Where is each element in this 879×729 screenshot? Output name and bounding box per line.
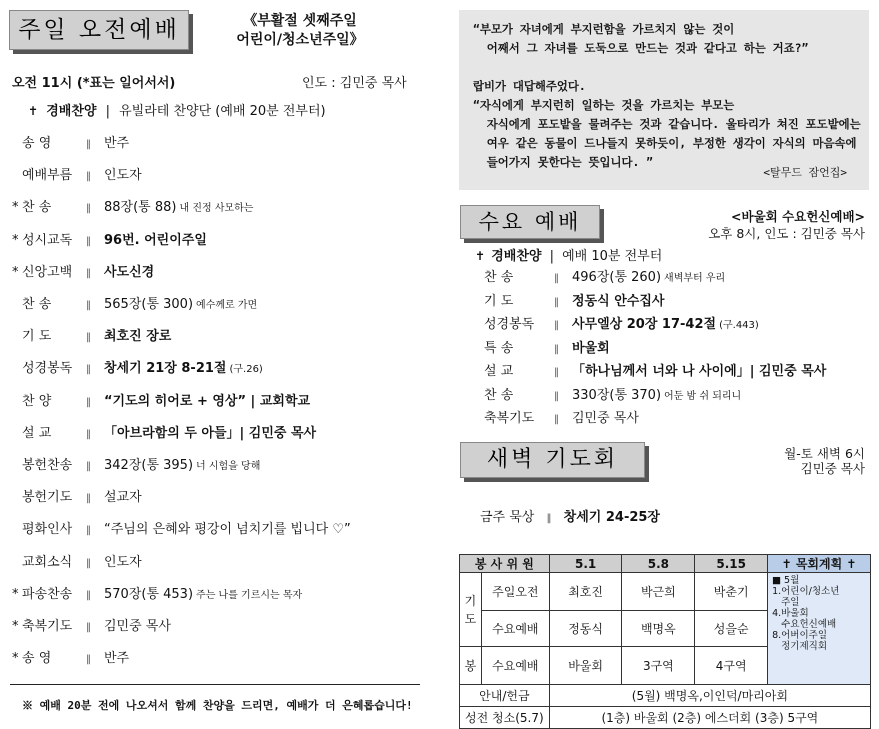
sunday-service-subtitle [210,12,390,50]
order-value: 반주 [104,651,130,667]
order-label: 송 영 [22,136,52,151]
order-value: “주님의 은혜와 평강이 넘치기를 빕니다 ♡” [104,522,351,538]
table-cell: 박춘기 [695,573,768,611]
order-value: 342장(통 395) [104,458,194,473]
separator: ‖ [86,139,91,150]
table-row-label: 주일오전 [481,573,549,611]
order-value: 창세기 21장 8-21절 [104,361,227,377]
sunday-order-item [12,585,302,605]
separator: ‖ [554,296,559,308]
pastoral-plan-line: 정기제직회 [772,641,828,652]
guide-value: (5월) 백명옥,이인덕/마리아회 [549,685,870,707]
separator: ‖ [86,235,91,247]
cross-icon: ✝ [28,104,39,118]
order-value: 사무엘상 20장 17-42절 [572,317,717,332]
separator: | [549,249,554,264]
table-cell: 최호진 [549,573,622,611]
table-header-committee: 봉 사 위 원 [460,555,550,573]
order-value: 496장(통 260) [572,270,662,285]
order-value: 최호진 장로 [104,329,172,345]
separator: ‖ [86,364,91,376]
wednesday-order-item [484,339,613,359]
pastoral-plan-line: ■ 5월 [772,575,800,586]
order-value: 인도자 [104,168,142,184]
standing-mark: * [12,586,19,602]
order-label: 설 교 [22,425,52,441]
order-label: 봉헌찬송 [22,458,73,473]
order-value: 사도신경 [104,264,155,280]
order-label: 기 도 [22,329,52,345]
sunday-order-item [12,295,257,315]
sunday-leader: 인도 : 김민중 목사 [302,76,407,91]
sunday-praise-row [28,101,326,121]
order-value: 570장(통 453) [104,586,194,602]
wednesday-order-item [484,292,667,312]
hymn-title-note: 예수께로 가면 [196,300,258,311]
quote-line: 랍비가 대답해주었다. [473,79,586,93]
dawn-meditation-row [480,508,660,528]
order-value: 바울회 [572,340,610,356]
hymn-title-note: 새벽부터 우리 [664,273,726,284]
quote-lines [473,20,859,172]
separator: ‖ [86,525,91,537]
table-cell: 박근희 [622,573,695,611]
order-label: 찬 송 [484,270,514,285]
praise-value: 유빌라테 찬양단 (예배 20분 전부터) [119,104,326,119]
table-row-label: 수요예배 [481,647,549,685]
order-label: 찬 송 [22,200,52,216]
wednesday-time-leader: 오후 8시, 인도 : 김민중 목사 [708,226,865,241]
sunday-time: 오전 11시 (*표는 일어서서) [12,76,176,91]
table-row-label: 수요예배 [481,611,549,647]
table-cell: 성을순 [695,611,768,647]
group-offering-label: 봉 [460,647,482,685]
footer-note: ※ 예배 20분 전에 나오셔서 함께 찬양을 드리면, 예배가 더 은혜롭습니다! [22,699,413,712]
separator: | [105,104,110,119]
order-value: 반주 [104,136,130,151]
sunday-order-item [12,134,132,154]
separator: ‖ [554,320,559,331]
sunday-order-item [12,520,354,540]
hymn-title-note: 주는 나를 기르시는 목자 [196,589,303,601]
dawn-info-line-2: 김민중 목사 [800,461,865,476]
order-label: 특 송 [484,340,514,356]
separator: ‖ [86,428,91,440]
meditation-label: 금주 묵상 [480,510,535,525]
dawn-info [784,446,865,476]
separator: ‖ [554,273,559,284]
order-value: 88장(통 88) [104,200,177,216]
subtitle-line-2: 어린이/청소년주일》 [236,32,364,48]
quote-line: “부모가 자녀에게 부지런함을 가르치지 않는 것이 [473,22,735,36]
footer-divider [10,684,420,685]
table-header-date-3: 5.15 [695,555,768,573]
order-label: 평화인사 [22,522,73,538]
order-value: 96번. 어린이주일 [104,232,207,248]
subtitle-line-1: 《부활절 셋째주일 [243,13,357,29]
hymn-title-note: 내 진정 사모하는 [179,203,254,215]
praise-label: 경배찬양 [46,104,97,119]
sunday-order-item [12,553,145,573]
order-value: 설교자 [104,490,142,506]
sunday-service-title: 주일 오전예배 [9,10,189,50]
sunday-order-item [12,166,145,186]
order-value: 인도자 [104,554,142,570]
wednesday-order-item [484,409,642,429]
quote-line [473,58,859,77]
order-label: 봉헌기도 [22,490,73,506]
sunday-order-item [12,424,319,444]
dawn-info-line-1: 월-토 새벽 6시 [784,446,865,461]
order-label: 축복기도 [22,619,73,634]
separator: ‖ [554,390,559,402]
hymn-title-note: 어둔 밤 쉬 되리니 [664,390,742,402]
pastoral-plan-line: 8.어버이주일 [772,630,828,641]
table-cell: 정동식 [549,611,622,647]
order-value: 「하나님께서 너와 나 사이에」| 김민중 목사 [572,364,827,379]
standing-mark: * [12,651,19,667]
separator: ‖ [86,171,91,183]
wednesday-order-item [484,362,829,382]
table-cell: 백명옥 [622,611,695,647]
wednesday-subtitle: <바울회 수요헌신예배> [731,209,865,224]
pastoral-plan-content [768,573,871,685]
separator: ‖ [86,622,91,633]
quote-line: 자식에게 포도밭을 물려주는 것과 같습니다. 울타리가 쳐진 포도밭에는 [473,117,861,131]
order-value: 330장(통 370) [572,387,662,403]
order-label: 찬 송 [484,387,514,403]
table-header-date-1: 5.1 [549,555,622,573]
separator: ‖ [86,589,91,601]
table-header-date-2: 5.8 [622,555,695,573]
order-label: 예배부름 [22,168,73,184]
wednesday-service-title: 수요 예배 [460,205,600,239]
separator: ‖ [554,414,559,425]
cleaning-label: 성전 청소(5.7) [460,707,550,729]
order-value: 565장(통 300) [104,297,194,312]
order-label: 신앙고백 [22,264,73,280]
dawn-prayer-title: 새벽 기도회 [460,442,645,478]
separator: ‖ [86,396,91,408]
sunday-order-item [12,359,263,379]
separator: ‖ [86,461,91,472]
quote-line: “자식에게 부지런히 일하는 것을 가르치는 부모는 [473,98,735,112]
separator: ‖ [554,343,559,355]
pastoral-plan-line: 수요헌신예배 [772,619,837,630]
separator: ‖ [86,493,91,505]
cleaning-value: (1층) 바울회 (2층) 에스더회 (3층) 5구역 [549,707,870,729]
order-value: 정동식 안수집사 [572,293,665,309]
order-label: 기 도 [484,293,514,309]
cross-icon: ✝ [475,249,486,263]
order-label: 파송찬송 [22,586,73,602]
sunday-order-item [12,198,253,218]
wednesday-praise-row [475,246,662,266]
standing-mark: * [12,619,19,634]
quote-line: 들어가지 못한다는 뜻입니다. ” [473,155,654,169]
order-label: 송 영 [22,651,52,667]
separator: ‖ [86,654,91,666]
separator: ‖ [86,203,91,215]
standing-mark: * [12,232,19,248]
order-label: 성경봉독 [22,361,73,377]
hymn-title-note: (구.26) [229,364,263,376]
wednesday-order-item [484,268,725,288]
standing-mark: * [12,264,19,280]
separator: ‖ [554,367,559,378]
order-value: 김민중 목사 [572,411,639,426]
order-value: “기도의 히어로 + 영상” | 교회학교 [104,393,311,409]
pastoral-plan-line: 1.어린이/청소년 [772,586,840,597]
standing-mark: * [12,200,19,216]
sunday-order-item [12,488,145,508]
order-label: 설 교 [484,364,514,379]
sunday-order-item [12,327,174,347]
order-label: 축복기도 [484,411,535,426]
order-label: 성시교독 [22,232,73,248]
sunday-order-item [12,263,157,283]
wednesday-order-item [484,386,741,406]
quote-source: <탈무드 잠언집> [763,166,847,179]
pastoral-plan-line: 4.바울회 [772,608,809,619]
praise-value: 예배 10분 전부터 [562,249,663,264]
table-cell: 4구역 [695,647,768,685]
separator: ‖ [86,300,91,311]
service-volunteer-table [459,554,871,729]
praise-label: 경배찬양 [491,249,542,264]
sunday-order-item [12,456,260,476]
order-label: 찬 송 [22,297,52,312]
group-prayer-label: 기 도 [460,573,482,647]
sunday-order-item [12,231,210,251]
order-label: 교회소식 [22,554,73,570]
separator: ‖ [86,557,91,569]
wednesday-order-item [484,315,759,335]
sunday-order-item [12,617,174,637]
table-cell: 바울회 [549,647,622,685]
order-value: 「아브라함의 두 아들」| 김민중 목사 [104,425,317,441]
separator: ‖ [86,267,91,279]
separator: ‖ [86,332,91,344]
talmud-quote-box [459,10,869,190]
hymn-title-note: 너 시험을 당해 [196,461,261,472]
meditation-value: 창세기 24-25장 [563,510,660,525]
quote-line: 어째서 그 자녀를 도둑으로 만드는 것과 같다고 하는 거죠?” [473,41,809,55]
table-cell: 3구역 [622,647,695,685]
separator: ‖ [546,513,552,524]
order-label: 성경봉독 [484,317,535,332]
guide-label: 안내/헌금 [460,685,550,707]
hymn-title-note: (구.443) [719,320,759,331]
pastoral-plan-line: 주일 [772,597,800,608]
order-value: 김민중 목사 [104,619,171,634]
sunday-order-item [12,649,132,669]
quote-line: 여우 같은 동물이 드나들지 못하듯이, 부정한 생각이 자식의 마음속에 [473,136,857,150]
order-label: 찬 양 [22,393,52,409]
pastoral-plan-header: ✝ 목회계획 ✝ [768,555,871,573]
sunday-order-item [12,392,313,412]
